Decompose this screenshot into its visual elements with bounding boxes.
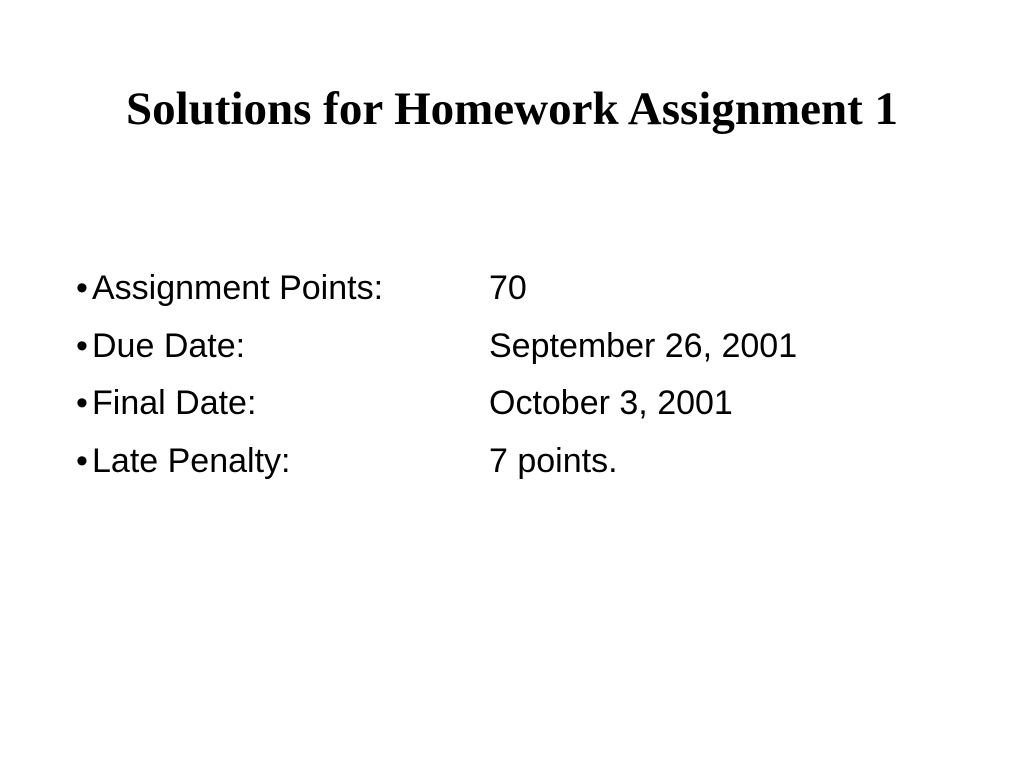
list-item-late-penalty xyxy=(76,433,797,491)
item-value: 7 points. xyxy=(489,441,618,480)
list-item-due-date xyxy=(76,318,797,376)
item-label: Due Date: xyxy=(92,326,246,365)
item-label: Late Penalty: xyxy=(92,441,291,480)
item-value: October 3, 2001 xyxy=(489,384,733,422)
slide-title: Solutions for Homework Assignment 1 xyxy=(125,83,899,135)
item-label: Final Date: xyxy=(92,384,257,422)
item-label: Assignment Points: xyxy=(92,269,384,307)
bullet-icon: • xyxy=(76,384,88,422)
item-value: September 26, 2001 xyxy=(489,326,798,365)
list-item-final-date xyxy=(76,375,797,433)
item-value: 70 xyxy=(489,269,527,307)
bullet-icon: • xyxy=(76,269,88,307)
bullet-icon: • xyxy=(76,441,88,480)
bullet-list xyxy=(76,260,797,490)
bullet-icon: • xyxy=(76,326,88,365)
list-item-assignment-points xyxy=(76,260,797,318)
